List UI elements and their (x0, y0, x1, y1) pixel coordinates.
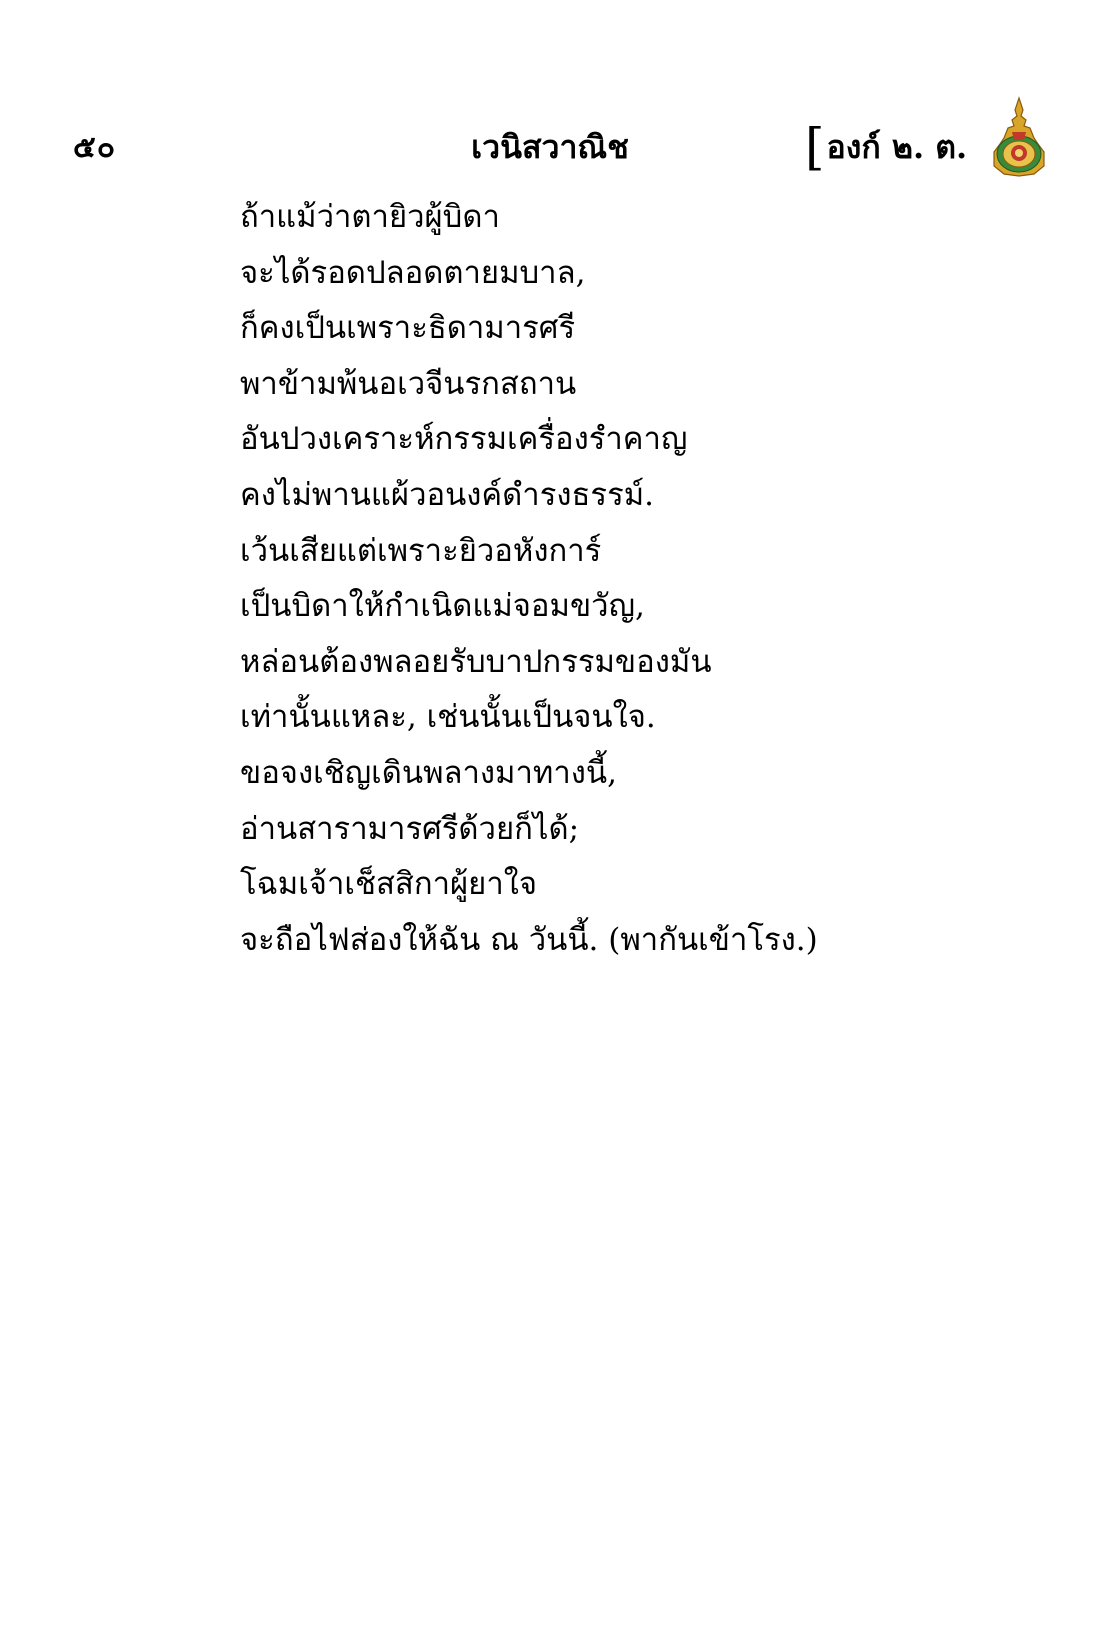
verse-line: จะได้รอดปลอดตายมบาล, (240, 254, 586, 291)
verse-line: จะถือไฟส่องให้ฉัน ณ วันนี้. (พากันเข้าโรง.) (240, 921, 818, 958)
act-scene-label: องก์ ๒. ต. (826, 128, 968, 166)
verse-line: คงไม่พานแผ้วอนงค์ดำรงธรรม์. (240, 476, 655, 513)
act-scene-reference (805, 118, 967, 176)
page-header (0, 118, 1100, 178)
verse-line: อันปวงเคราะห์กรรมเครื่องรำคาญ (240, 421, 688, 458)
verse-line: เว้นเสียแต่เพราะยิวอหังการ์ (240, 532, 602, 569)
verse-line: เป็นบิดาให้กำเนิดแม่จอมขวัญ, (240, 588, 645, 625)
verse-line: หล่อนต้องพลอยรับบาปกรรมของมัน (240, 643, 712, 680)
open-bracket: [ (805, 118, 825, 176)
royal-emblem-icon (990, 96, 1048, 178)
verse-line: อ่านสารามารศรีด้วยก็ได้; (240, 810, 580, 847)
verse-line: ก็คงเป็นเพราะธิดามารศรี (240, 310, 576, 347)
verse-line: โฉมเจ้าเช็สสิกาผู้ยาใจ (240, 866, 538, 903)
verse-line: ถ้าแม้ว่าตายิวผู้บิดา (240, 199, 500, 235)
page-number: ๕๐ (73, 130, 117, 165)
verse-line: เท่านั้นแหละ, เช่นนั้นเป็นจนใจ. (240, 699, 656, 736)
verse-block (240, 190, 818, 968)
verse-line: ขอจงเชิญเดินพลางมาทางนี้, (240, 754, 617, 791)
running-title: เวนิสวาณิช (471, 128, 629, 166)
verse-line: พาข้ามพ้นอเวจีนรกสถาน (240, 365, 577, 402)
